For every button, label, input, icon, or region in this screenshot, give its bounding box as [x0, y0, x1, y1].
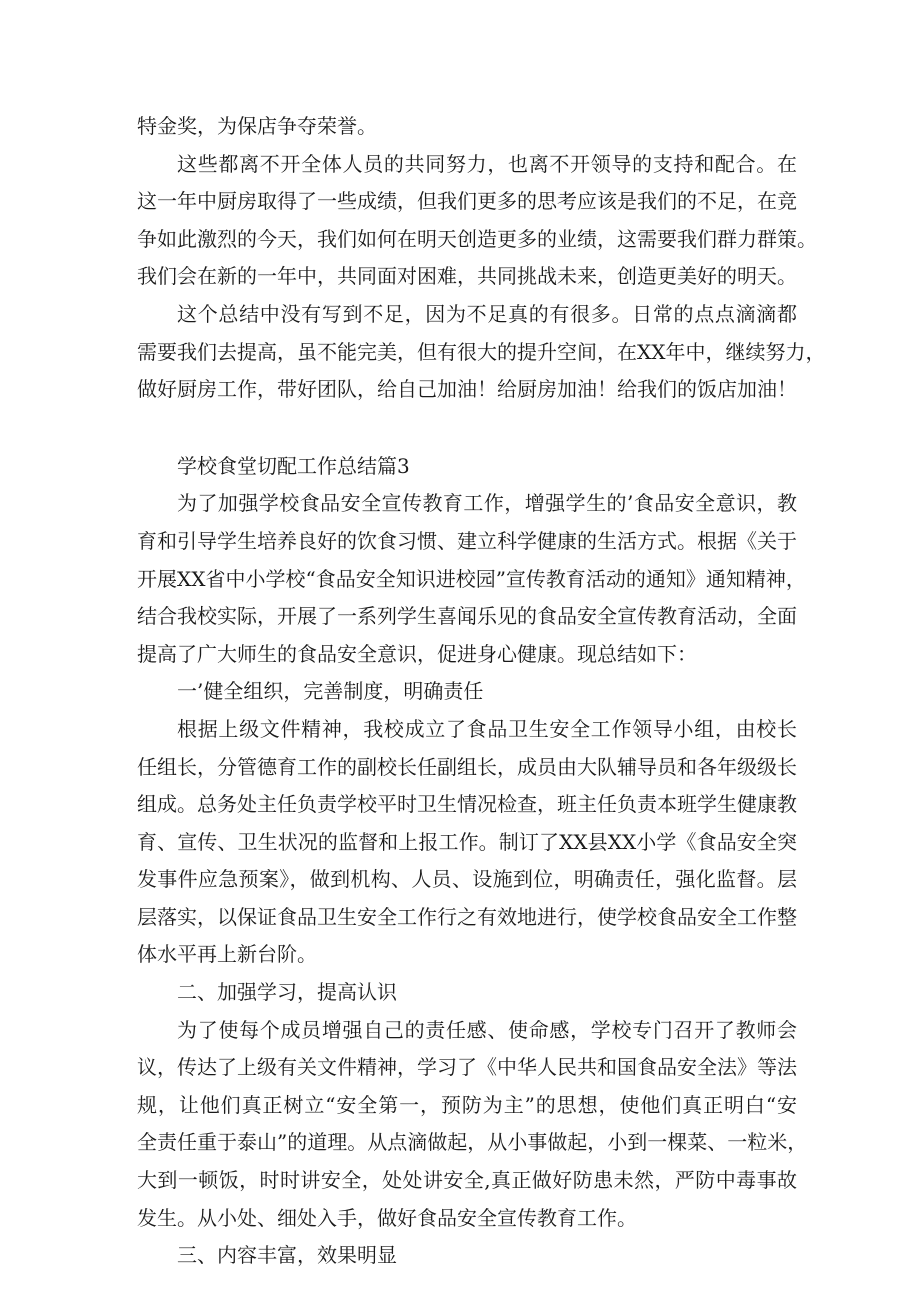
text-line: 提高了广大师生的食品安全意识，促进身心健康。现总结如下：: [137, 641, 697, 666]
text-line: 开展XX省中小学校“食品安全知识进校园”宣传教育活动的通知》通知精神，: [137, 566, 806, 591]
text-line: 发事件应急预案》，做到机构、人员、设施到位，明确责任，强化监督。层: [137, 867, 797, 892]
text-line: 层落实，以保证食品卫生安全工作行之有效地进行，使学校食品安全工作整: [137, 904, 797, 929]
text-line: 育、宣传、卫生状况的监督和上报工作。制订了XX县XX小学《食品安全突: [137, 829, 797, 854]
text-line: 争如此激烈的今天，我们如何在明天创造更多的业绩，这需要我们群力群策。: [137, 226, 817, 251]
text-line: 这些都离不开全体人员的共同努力，也离不开领导的支持和配合。在: [177, 151, 797, 176]
subheading-text: 一’健全组织，完善制度，明确责任: [177, 679, 484, 704]
section-heading: [137, 448, 797, 486]
text-line: 全责任重于泰山”的道理。从点滴做起，从小事做起，小到一棵菜、一粒米，: [137, 1130, 808, 1155]
paragraph: [137, 108, 797, 146]
subheading: [137, 974, 797, 1012]
subheading-text: 二、加强学习，提高认识: [177, 980, 397, 1005]
text-line: 这一年中厨房取得了一些成绩，但我们更多的思考应该是我们的不足，在竞: [137, 189, 797, 214]
heading-text: 学校食堂切配工作总结篇3: [177, 453, 410, 478]
paragraph: [137, 146, 817, 296]
section-gap: [137, 409, 797, 448]
text-line: 为了使每个成员增强自己的责任感、使命感，学校专门召开了教师会: [177, 1017, 797, 1042]
text-line: 组成。总务处主任负责学校平时卫生情况检查，班主任负责本班学生健康教: [137, 792, 797, 817]
text-line: 议，传达了上级有关文件精神，学习了《中华人民共和国食品安全法》等法: [137, 1055, 797, 1080]
text-line: 特金奖，为保店争夺荣誉。: [137, 114, 377, 138]
text-line: 育和引导学生培养良好的饮食习惯、建立科学健康的生活方式。根据《关于: [137, 528, 797, 553]
paragraph: [137, 296, 826, 409]
text-line: 为了加强学校食品安全宣传教育工作，增强学生的’食品安全意识，教: [177, 491, 797, 516]
text-line: 这个总结中没有写到不足，因为不足真的有很多。日常的点点滴滴都: [177, 301, 797, 326]
text-line: 结合我校实际，开展了一系列学生喜闻乐见的食品安全宣传教育活动，全面: [137, 604, 797, 629]
text-line: 规，让他们真正树立“安全第一，预防为主”的思想，使他们真正明白“安: [137, 1092, 797, 1117]
text-line: 做好厨房工作，带好团队，给自己加油！给厨房加油！给我们的饭店加油！: [137, 377, 797, 402]
text-line: 任组长，分管德育工作的副校长任副组长，成员由大队辅导员和各年级级长: [137, 754, 797, 779]
text-line: 体水平再上新台阶。: [137, 942, 317, 967]
text-line: 大到一顿饭，时时讲安全，处处讲安全,真正做好防患未然，严防中毒事故: [137, 1168, 797, 1193]
paragraph: [137, 1012, 808, 1238]
subheading: [137, 1237, 797, 1275]
text-line: 我们会在新的一年中，共同面对困难，共同挑战未来，创造更美好的明天。: [137, 264, 797, 289]
text-line: 需要我们去提高，虽不能完美，但有很大的提升空间，在XX年中，继续努力，: [137, 339, 826, 364]
paragraph: [137, 485, 806, 673]
text-line: 根据上级文件精神，我校成立了食品卫生安全工作领导小组，由校长: [177, 716, 797, 741]
text-line: 发生。从小处、细处入手，做好食品安全宣传教育工作。: [137, 1205, 637, 1230]
document-page: [137, 108, 826, 1275]
subheading: [137, 673, 797, 711]
paragraph: [137, 711, 797, 974]
subheading-text: 三、内容丰富，效果明显: [177, 1243, 397, 1268]
